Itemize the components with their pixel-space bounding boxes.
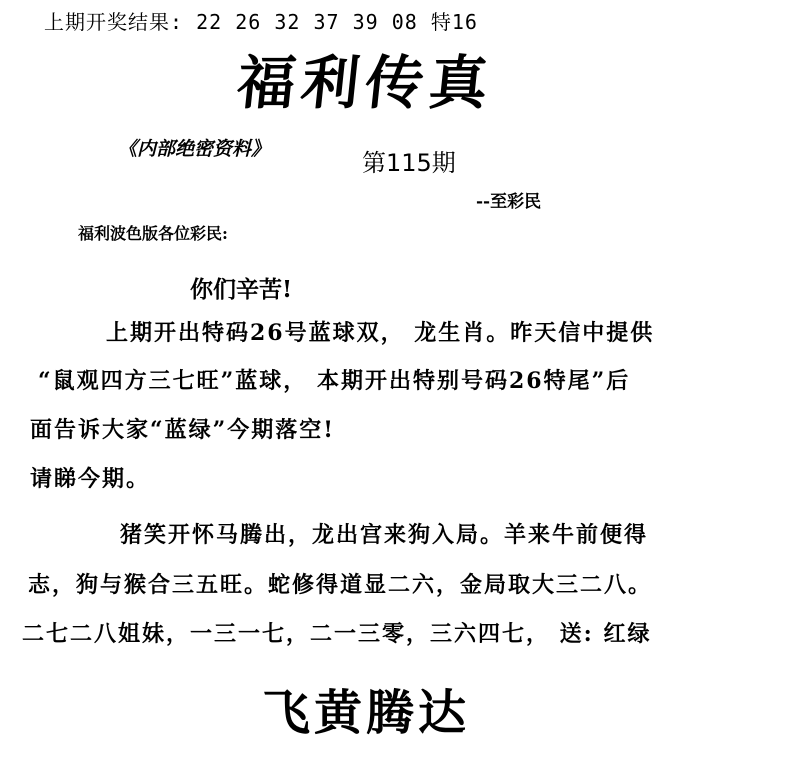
paragraph2-line: 二七二八姐妹，一三一七，二一三零，三六四七， 送: 红绿 <box>22 621 652 647</box>
greeting: 福利波色版各位彩民: <box>78 224 228 243</box>
paragraph2-line: 志，狗与猴合三五旺。蛇修得道显二六，金局取大三二八。 <box>28 572 653 598</box>
last-result-line <box>44 6 478 35</box>
last-result-numbers: 22 26 32 37 39 08 特16 <box>196 10 478 34</box>
paragraph2-line: 猪笑开怀马腾出，龙出宫来狗入局。羊来牛前便得 <box>120 522 649 548</box>
signoff: --至彩民 <box>476 192 542 212</box>
subtitle: 《内部绝密资料》 <box>118 138 271 160</box>
paragraph1-line: 请睇今期。 <box>30 466 151 492</box>
last-result-label: 上期开奖结果: <box>44 10 184 34</box>
issue-number: 第115期 <box>362 149 456 177</box>
paragraph1-line: 面告诉大家“蓝绿”今期落空! <box>30 417 335 443</box>
page-title: 福利传真 <box>233 49 498 117</box>
thanks-line: 你们辛苦! <box>190 276 293 303</box>
paragraph1-line: “鼠观四方三七旺”蓝球， 本期开出特别号码26特尾”后 <box>38 368 631 394</box>
paragraph1-line: 上期开出特码26号蓝球双， 龙生肖。昨天信中提供 <box>106 320 655 346</box>
footer-slogan: 飞黄腾达 <box>262 685 471 741</box>
